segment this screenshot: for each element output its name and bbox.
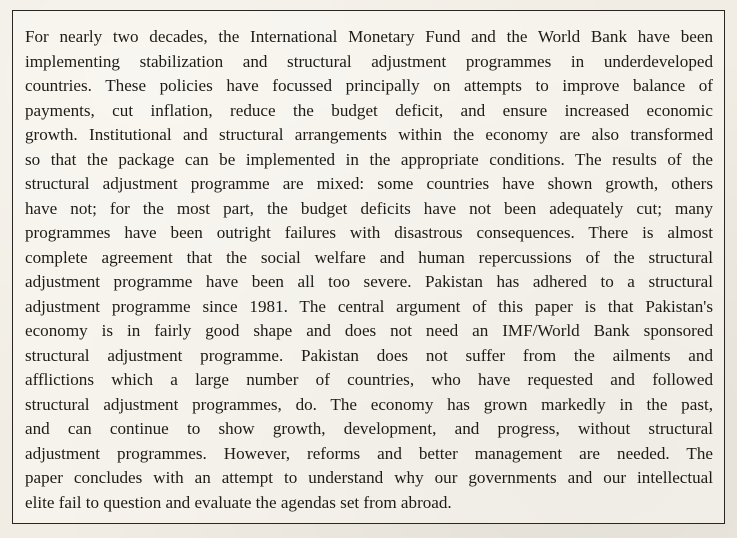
abstract-line-9: programmes have been outright failures with disastrous consequences. There is almost bbox=[25, 223, 713, 242]
abstract-line-13: economy is in fairly good shape and does not need an IMF/World Bank sponsored bbox=[25, 321, 713, 340]
abstract-line-7: structural adjustment programme are mixed: some countries have shown growth, others bbox=[25, 174, 713, 193]
abstract-line-18: adjustment programmes. However, reforms and better management are needed. The bbox=[25, 443, 713, 463]
abstract-line-15: afflictions which a large number of countries, who have requested and followed bbox=[25, 370, 713, 389]
abstract-line-11: adjustment programme have been all too severe. Pakistan has adhered to a structural bbox=[25, 272, 713, 291]
abstract-line-5: growth. Institutional and structural arrangements within the economy are also transformed bbox=[25, 125, 713, 144]
abstract-line-20: elite fail to question and evaluate the agendas set from abroad. bbox=[25, 492, 452, 512]
abstract-line-8: have not; for the most part, the budget deficits have not been adequately cut; many bbox=[25, 198, 713, 218]
abstract-line-12: adjustment programme since 1981. The central argument of this paper is that Pakistan's bbox=[25, 296, 713, 316]
abstract-line-6: so that the package can be implemented in the appropriate conditions. The results of the bbox=[25, 149, 713, 169]
abstract-text bbox=[25, 25, 713, 515]
abstract-line-4: payments, cut inflation, reduce the budget deficit, and ensure increased economic bbox=[25, 100, 713, 120]
abstract-line-17: and can continue to show growth, development, and progress, without structural bbox=[25, 419, 713, 438]
abstract-line-16: structural adjustment programmes, do. The economy has grown markedly in the past, bbox=[25, 394, 713, 414]
abstract-line-19: paper concludes with an attempt to understand why our governments and our intellectual bbox=[25, 468, 713, 487]
abstract-line-1: For nearly two decades, the International Monetary Fund and the World Bank have been bbox=[25, 27, 713, 46]
abstract-line-3: countries. These policies have focussed principally on attempts to improve balance of bbox=[25, 76, 713, 95]
abstract-line-2: implementing stabilization and structural adjustment programmes in underdeveloped bbox=[25, 51, 713, 71]
abstract-line-10: complete agreement that the social welfare and human repercussions of the structural bbox=[25, 247, 713, 267]
abstract-line-14: structural adjustment programme. Pakistan does not suffer from the ailments and bbox=[25, 345, 713, 365]
